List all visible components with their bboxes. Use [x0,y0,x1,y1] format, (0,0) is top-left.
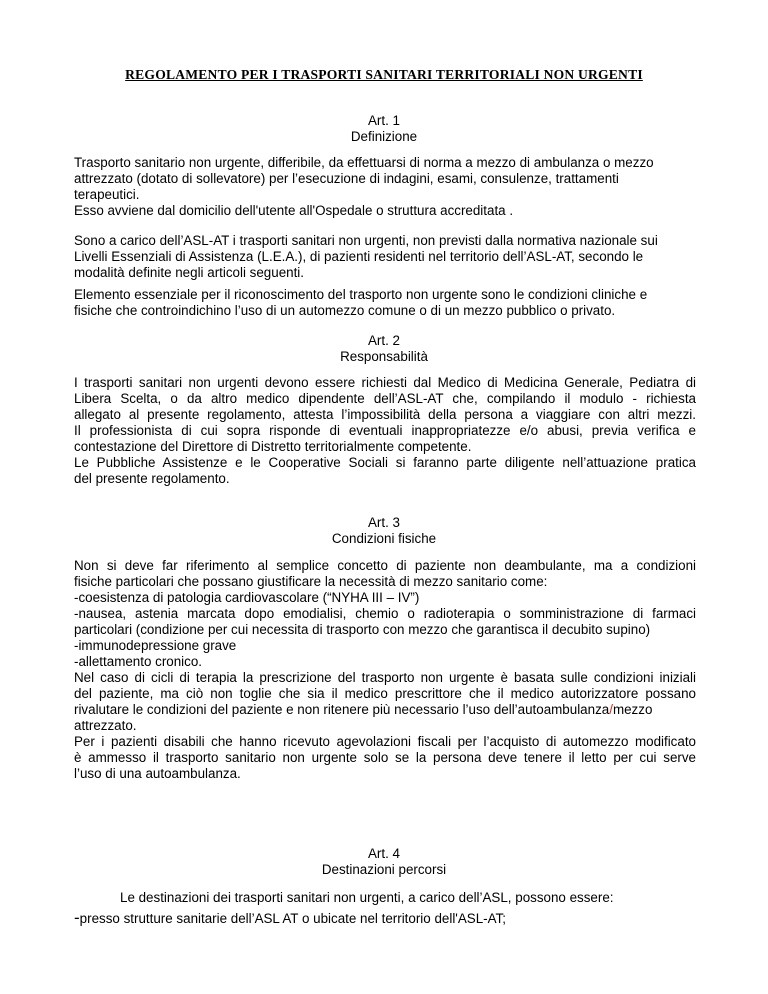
text-line: l’uso di una autoambulanza. [74,766,241,781]
text-line [74,702,696,718]
art1-paragraph-2 [74,233,696,281]
art4-number: Art. 4 [368,846,400,861]
art2-header [0,333,768,365]
text-line: -nausea, astenia marcata dopo emodialisi, chemio o radioterapia o somministrazione di farmaci [74,606,696,621]
art3-paragraph [74,558,696,782]
text-line: Trasporto sanitario non urgente, differibile, da effettuarsi di norma a mezzo di ambulanza o mezzo [74,155,654,170]
text-line: -coesistenza di patologia cardiovascolare (“NYHA III – IV”) [74,590,420,605]
text-line: particolari (condizione per cui necessita di trasporto con mezzo che garantisca il decubito supino) [74,622,651,637]
art2-number: Art. 2 [368,333,400,348]
text-line: contestazione del Direttore di Distretto territorialmente competente. [74,439,472,454]
text-line: -immunodepressione grave [74,638,237,653]
text-line: fisiche particolari che possano giustificare la necessità di mezzo sanitario come: [74,574,548,589]
text-line: del paziente, ma ciò non toglie che sia il medico prescrittore che il medico autorizzatore possano [74,686,696,701]
red-slash: / [609,702,613,717]
text-segment: rivalutare le condizioni del paziente e non ritenere più necessario l’uso dell’autoambulanza [74,702,610,717]
art2-paragraph [74,375,696,487]
text-line: è ammesso il trasporto sanitario non urgente solo se la persona deve tenere il letto per cui serve [74,750,696,765]
art3-heading: Condizioni fisiche [331,531,437,546]
text-line: Le Pubbliche Assistenze e le Cooperative Sociali si faranno parte diligente nell’attuazione pratica [74,455,696,470]
text-line [74,910,696,927]
text-line: Elemento essenziale per il riconoscimento del trasporto non urgente sono le condizioni cliniche e [74,287,648,302]
list-item: presso strutture sanitarie dell’ASL AT o ubicate nel territorio dell'ASL-AT; [79,911,506,926]
text-line: fisiche che controindichino l’uso di un automezzo comune o di un mezzo pubblico o privato. [74,303,616,318]
text-line: Nel caso di cicli di terapia la prescrizione del trasporto non urgente è basata sulle condizioni iniziali [74,670,696,685]
text-line: Sono a carico dell’ASL-AT i trasporti sanitari non urgenti, non previsti dalla normativa nazionale sui [74,233,658,248]
text-line: attrezzato (dotato di sollevatore) per l’esecuzione di indagini, esami, consulenze, trattamenti [74,171,619,186]
art1-paragraph-3 [74,287,696,319]
art1-paragraph-1 [74,155,696,219]
text-line: -allettamento cronico. [74,654,203,669]
art1-number: Art. 1 [368,113,400,128]
text-line: del presente regolamento. [74,471,230,486]
art4-paragraph [74,890,696,927]
list-dash: - [74,908,80,927]
text-line: Per i pazienti disabili che hanno ricevuto agevolazioni fiscali per l’acquisto di automezzo modificato [74,734,696,749]
text-line: modalità definite negli articoli seguenti. [74,265,305,280]
text-segment: mezzo [612,702,653,717]
text-line: attrezzato. [74,718,137,733]
text-line: Non si deve far riferimento al semplice concetto di paziente non deambulante, ma a condizioni [74,558,696,573]
text-line: Livelli Essenziali di Assistenza (L.E.A.), di pazienti residenti nel territorio dell’ASL-AT, secondo le [74,249,644,264]
art4-heading: Destinazioni percorsi [321,862,447,877]
text-line: terapeutici. [74,187,140,202]
art2-heading: Responsabilità [340,349,428,364]
text-line: Esso avviene dal domicilio dell'utente all'Ospedale o struttura accreditata . [74,203,514,218]
text-line: Le destinazioni dei trasporti sanitari non urgenti, a carico dell’ASL, possono essere: [120,890,614,905]
art3-header [0,515,768,547]
text-line: Libera Scelta, o da altro medico dipendente dell’ASL-AT che, compilando il modulo - richiesta [74,391,696,406]
text-line: allegato al presente regolamento, attesta l’impossibilità della persona a viaggiare con altri mezzi. [74,407,696,422]
art4-header [0,846,768,878]
art1-header [0,113,768,145]
art1-heading: Definizione [350,129,418,144]
text-line: I trasporti sanitari non urgenti devono essere richiesti dal Medico di Medicina Generale, Pediatra di [74,375,696,390]
document-title: REGOLAMENTO PER I TRASPORTI SANITARI TERRITORIALI NON URGENTI [125,67,643,82]
art3-number: Art. 3 [368,515,400,530]
text-line: Il professionista di cui sopra risponde di eventuali inappropriatezze e/o abusi, previa verifica e [74,423,696,438]
